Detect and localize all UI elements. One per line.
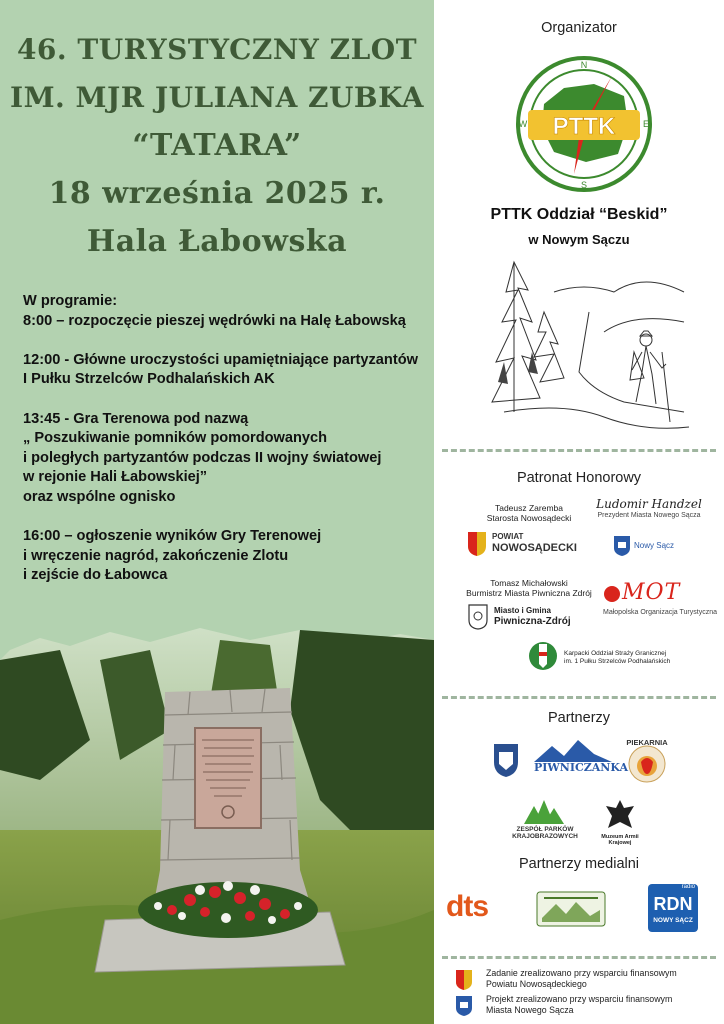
divider (442, 449, 716, 452)
organizer-name: PTTK Oddział “Beskid” (490, 206, 668, 223)
piwniczna-logo (468, 604, 578, 632)
patron-3 (464, 578, 594, 598)
border-guard-line-1: Karpacki Oddział Straży Granicznej (564, 650, 667, 657)
partners-label: Partnerzy (547, 710, 611, 726)
zpk-text-line-2: KRAJOBRAZOWYCH (512, 833, 578, 840)
mot-subtitle: Małopolska Organizacja Turystyczna (603, 609, 717, 616)
powiat-logo (468, 530, 578, 560)
hiker-illustration (484, 252, 694, 442)
footer-nowy-sacz-text (486, 994, 716, 1016)
border-guard-badge-icon (528, 638, 558, 674)
komenda-badge-icon (492, 742, 520, 778)
compass-w: W (518, 119, 528, 129)
event-title (0, 26, 434, 266)
rdn-logo (648, 884, 698, 932)
mot-logo-text: MOT (622, 580, 681, 605)
nowy-sacz-shield-icon (456, 996, 472, 1016)
patron-1-role: Starosta Nowosądecki (486, 513, 572, 523)
nowy-sacz-shield-icon (614, 536, 630, 556)
piwniczna-text: Miasto i Gmina (494, 606, 551, 615)
dts-logo: dts (446, 890, 488, 923)
rdn-radio-text: radio (681, 884, 695, 890)
footer-powiat-text (486, 968, 716, 990)
patronage-label: Patronat Honorowy (516, 470, 642, 486)
program-heading: W programie: (23, 293, 118, 309)
bakery-text: PIEKARNIA (626, 738, 668, 747)
program-item-3 (23, 410, 423, 508)
program-item-3-line: i poległych partyzantów podczas II wojny światowej (23, 449, 382, 466)
program-item-3-line: 13:45 - Gra Terenowa pod nazwą (23, 410, 249, 427)
patron-3-role: Burmistrz Miasta Piwniczna Zdrój (466, 588, 592, 598)
program (23, 292, 423, 606)
title-line-1: 46. TURYSTYCZNY ZLOT (16, 33, 418, 66)
patron-1-name: Tadeusz Zaremba (494, 503, 564, 513)
newspaper-logo (536, 888, 606, 930)
right-panel (434, 0, 724, 1024)
monument-photo (0, 620, 434, 1024)
compass-e: E (642, 119, 650, 129)
event-location: Hala Łabowska (86, 224, 348, 259)
powiat-shield-icon (468, 532, 486, 556)
program-item-4-line: i wręczenie nagród, zakończenie Zlotu (23, 547, 289, 564)
patron-3-name: Tomasz Michałowski (490, 578, 568, 588)
piwniczna-name: Piwniczna-Zdrój (494, 616, 571, 627)
nowy-sacz-text: Nowy Sącz (634, 541, 675, 550)
zpk-trees-icon (524, 800, 564, 824)
powiat-name: NOWOSĄDECKI (492, 542, 577, 554)
museum-text: Muzeum Armii Krajowej (601, 834, 639, 846)
zpk-text (510, 826, 580, 840)
rdn-text: RDN (653, 894, 693, 914)
piwniczanka-mountains-icon (534, 740, 612, 762)
title-line-3: “TATARA” (132, 128, 302, 163)
program-item-3-line: w rejonie Hali Łabowskiej” (23, 469, 208, 486)
program-item-4 (23, 527, 423, 586)
program-item-2: 12:00 - Główne uroczystości upamiętniające partyzantów I Pułku Strzelców Podhalańskich AK (23, 351, 418, 388)
program-item-3-line: oraz wspólne ognisko (23, 488, 176, 505)
program-item-4-line: 16:00 – ogłoszenie wyników Gry Terenowej (23, 528, 322, 545)
bakery-logo (624, 736, 670, 786)
pttk-logo-text: PTTK (552, 113, 616, 140)
compass-s: S (580, 180, 588, 190)
organizer-label: Organizator (541, 20, 617, 36)
patron-2-signature: Ludomir Handzel (596, 497, 702, 511)
nowy-sacz-logo (614, 536, 694, 560)
museum-logo (592, 798, 648, 848)
museum-eagle-icon (604, 798, 636, 832)
footer-line: Projekt zrealizowano przy wsparciu finansowym (486, 994, 673, 1004)
organizer-city: w Nowym Sączu (528, 232, 630, 247)
powiat-text: POWIAT (492, 532, 524, 541)
program-item-3-line: „ Poszukiwanie pomników pomordowanych (23, 430, 328, 447)
footer-line: Miasta Nowego Sącza (486, 1005, 574, 1015)
event-date: 18 września 2025 r. (48, 176, 386, 211)
mot-logo (600, 580, 720, 620)
divider (442, 696, 716, 699)
piwniczanka-logo (534, 740, 628, 784)
divider (442, 956, 716, 959)
piwniczanka-text: PIWNICZANKA (534, 761, 628, 774)
compass-n: N (580, 60, 588, 70)
footer-line: Zadanie zrealizowano przy wsparciu finansowym (486, 968, 677, 978)
border-guard-text (564, 650, 714, 666)
rdn-city-text: NOWY SĄCZ (653, 917, 693, 924)
zpk-logo (510, 800, 580, 846)
patron-1 (464, 503, 594, 523)
patron-2 (584, 497, 714, 521)
footer-line: Powiatu Nowosądeckiego (486, 979, 587, 989)
program-item-1: 8:00 – rozpoczęcie pieszej wędrówki na Halę Łabowską (23, 312, 406, 329)
zpk-text-line-1: ZESPÓŁ PARKÓW (516, 826, 574, 833)
piwniczna-crest-icon (468, 604, 488, 630)
program-item-4-line: i zejście do Łabowca (23, 567, 168, 584)
pttk-logo (514, 54, 654, 194)
title-line-2: IM. MJR JULIANA ZUBKA (9, 81, 425, 114)
border-guard-line-2: im. 1 Pułku Strzelców Podhalańskich (564, 658, 671, 665)
mot-mark-icon (602, 582, 622, 604)
patron-2-role: Prezydent Miasta Nowego Sącza (597, 512, 701, 519)
powiat-shield-icon (456, 970, 472, 990)
media-partners-label: Partnerzy medialni (518, 856, 640, 872)
